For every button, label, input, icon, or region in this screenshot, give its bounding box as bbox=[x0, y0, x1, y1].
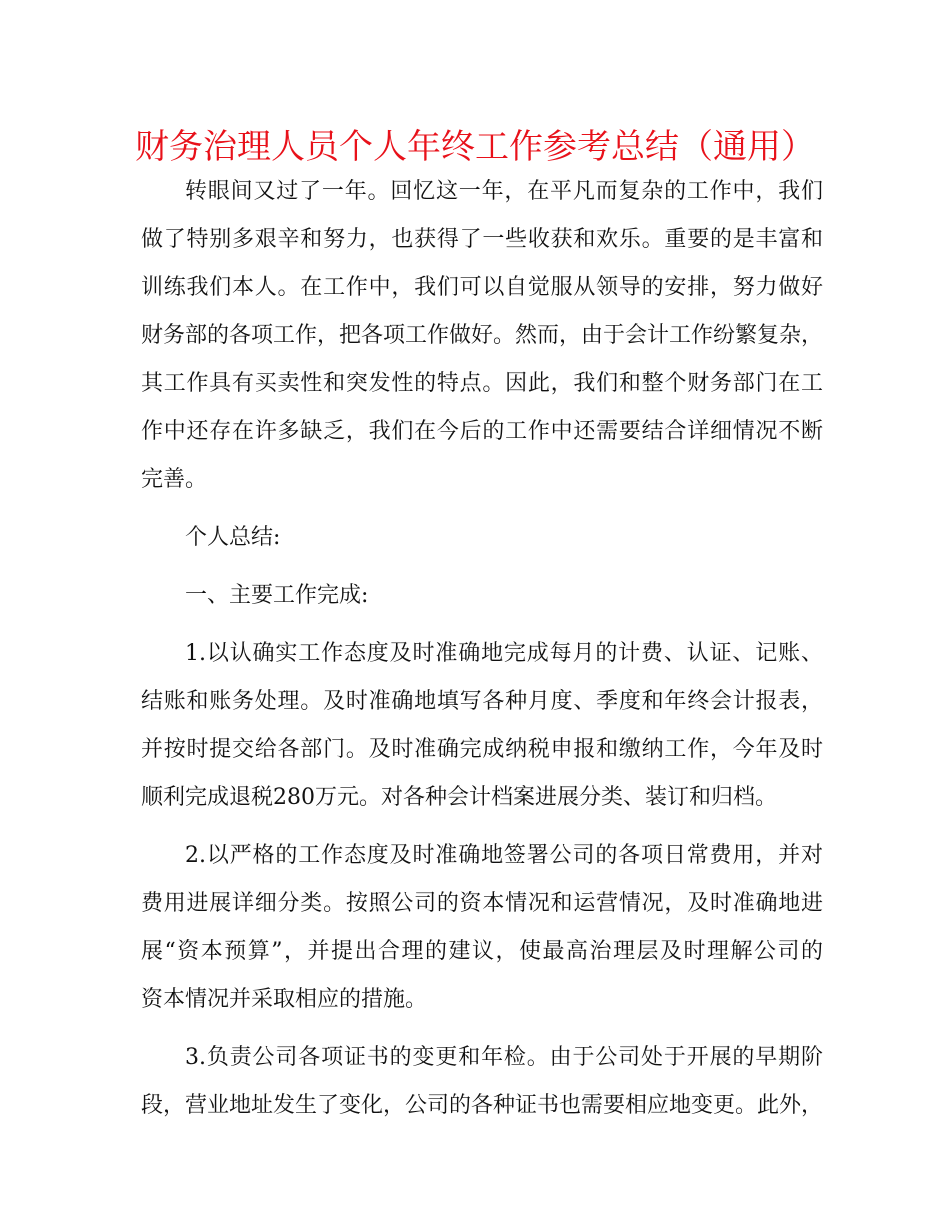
text-line: 完善。 bbox=[141, 467, 208, 492]
text-line: 其工作具有买卖性和突发性的特点。因此，我们和整个财务部门在工 bbox=[141, 371, 823, 396]
text-line: 转眼间又过了一年。回忆这一年，在平凡而复杂的工作中，我们 bbox=[185, 179, 823, 204]
text-line: 段，营业地址发生了变化，公司的各种证书也需要相应地变更。此外， bbox=[141, 1093, 824, 1118]
text-line: 财务部的各项工作，把各项工作做好。然而，由于会计工作纷繁复杂， bbox=[141, 323, 824, 348]
paragraph-item-1 bbox=[141, 630, 823, 822]
text-line: 2.以严格的工作态度及时准确地签署公司的各项日常费用，并对 bbox=[185, 843, 823, 868]
paragraph-main-work-heading bbox=[141, 572, 823, 620]
text-line: 3.负责公司各项证书的变更和年检。由于公司处于开展的早期阶 bbox=[185, 1045, 823, 1070]
text-line: 展“资本预算”，并提出合理的建议，使最高治理层及时理解公司的 bbox=[141, 939, 823, 964]
text-line: 并按时提交给各部门。及时准确完成纳税申报和缴纳工作，今年及时 bbox=[141, 737, 823, 762]
section-heading: 个人总结: bbox=[185, 525, 281, 550]
paragraph-intro bbox=[141, 168, 823, 504]
paragraph-item-3 bbox=[141, 1034, 823, 1130]
text-line: 1.以认确实工作态度及时准确地完成每月的计费、认证、记账、 bbox=[185, 641, 823, 666]
text-line: 做了特别多艰辛和努力，也获得了一些收获和欢乐。重要的是丰富和 bbox=[141, 227, 823, 252]
text-line: 顺利完成退税280万元。对各种会计档案进展分类、装订和归档。 bbox=[141, 785, 777, 810]
paragraph-summary-heading bbox=[141, 514, 823, 562]
document-body bbox=[141, 168, 823, 1130]
paragraph-item-2 bbox=[141, 832, 823, 1024]
text-line: 作中还存在许多缺乏，我们在今后的工作中还需要结合详细情况不断 bbox=[141, 419, 823, 444]
section-heading: 一、主要工作完成: bbox=[185, 583, 369, 608]
text-line: 费用进展详细分类。按照公司的资本情况和运营情况，及时准确地进 bbox=[141, 891, 823, 916]
text-line: 结账和账务处理。及时准确地填写各种月度、季度和年终会计报表， bbox=[141, 689, 823, 714]
text-line: 训练我们本人。在工作中，我们可以自觉服从领导的安排，努力做好 bbox=[141, 275, 823, 300]
page-title: 财务治理人员个人年终工作参考总结（通用） bbox=[135, 127, 815, 167]
text-line: 资本情况并采取相应的措施。 bbox=[141, 987, 428, 1012]
